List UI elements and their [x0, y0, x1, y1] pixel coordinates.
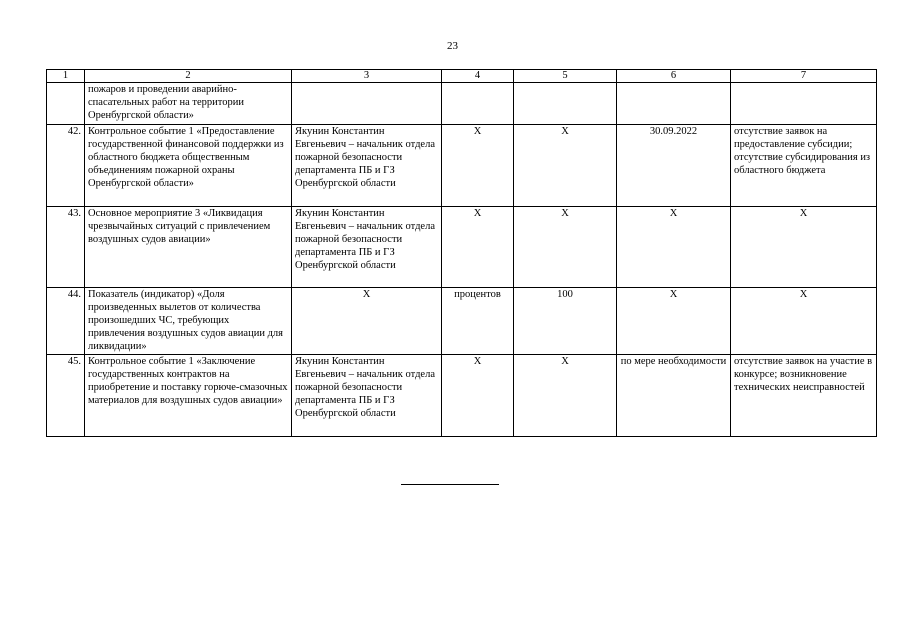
closing-rule — [401, 484, 499, 485]
row-number — [47, 83, 85, 125]
column-header: 6 — [617, 70, 731, 83]
value-cell: X — [514, 355, 617, 437]
responsible-person: Якунин Константин Евгеньевич – начальник отдела пожарной безопасности департамента ПБ и ГЗ Оренбургской области — [292, 207, 442, 288]
row-number: 45. — [47, 355, 85, 437]
column-header: 4 — [442, 70, 514, 83]
row-number: 42. — [47, 125, 85, 207]
value-cell: X — [514, 207, 617, 288]
table-row — [47, 83, 877, 125]
date-cell: X — [617, 288, 731, 355]
column-header: 1 — [47, 70, 85, 83]
column-header: 7 — [731, 70, 877, 83]
page-number: 23 — [447, 40, 458, 52]
value-cell: X — [514, 125, 617, 207]
table-row — [47, 355, 877, 437]
unit-cell: X — [442, 355, 514, 437]
plan-table — [46, 69, 877, 437]
responsible-person: X — [292, 288, 442, 355]
risk-cell — [731, 83, 877, 125]
measure-name: Основное мероприятие 3 «Ликвидация чрезвычайных ситуаций с привлечением воздушных судов авиации» — [85, 207, 292, 288]
unit-cell: процентов — [442, 288, 514, 355]
responsible-person: Якунин Константин Евгеньевич – начальник отдела пожарной безопасности департамента ПБ и ГЗ Оренбургской области — [292, 125, 442, 207]
risk-cell: X — [731, 207, 877, 288]
value-cell — [514, 83, 617, 125]
column-header: 3 — [292, 70, 442, 83]
table-header-row — [47, 70, 877, 83]
table-row — [47, 207, 877, 288]
risk-cell: X — [731, 288, 877, 355]
measure-name: Контрольное событие 1 «Заключение государственных контрактов на приобретение и поставку горюче-смазочных материалов для воздушных судов авиации» — [85, 355, 292, 437]
date-cell: 30.09.2022 — [617, 125, 731, 207]
date-cell: по мере необходимости — [617, 355, 731, 437]
unit-cell: X — [442, 125, 514, 207]
value-cell: 100 — [514, 288, 617, 355]
unit-cell: X — [442, 207, 514, 288]
table-row — [47, 288, 877, 355]
column-header: 2 — [85, 70, 292, 83]
measure-name: пожаров и проведении аварийно-спасательных работ на территории Оренбургской области» — [85, 83, 292, 125]
date-cell: X — [617, 207, 731, 288]
table-row — [47, 125, 877, 207]
date-cell — [617, 83, 731, 125]
risk-cell: отсутствие заявок на участие в конкурсе; возникновение технических неисправностей — [731, 355, 877, 437]
row-number: 43. — [47, 207, 85, 288]
risk-cell: отсутствие заявок на предоставление субсидии; отсутствие субсидирования из областного бюджета — [731, 125, 877, 207]
measure-name: Показатель (индикатор) «Доля произведенных вылетов от количества произошедших ЧС, требующих привлечения воздушных судов авиации для ликвидации» — [85, 288, 292, 355]
column-header: 5 — [514, 70, 617, 83]
responsible-person — [292, 83, 442, 125]
unit-cell — [442, 83, 514, 125]
responsible-person: Якунин Константин Евгеньевич – начальник отдела пожарной безопасности департамента ПБ и ГЗ Оренбургской области — [292, 355, 442, 437]
row-number: 44. — [47, 288, 85, 355]
measure-name: Контрольное событие 1 «Предоставление государственной финансовой поддержки из областного бюджета общественным объединениям пожарной охраны Оренбургской области» — [85, 125, 292, 207]
